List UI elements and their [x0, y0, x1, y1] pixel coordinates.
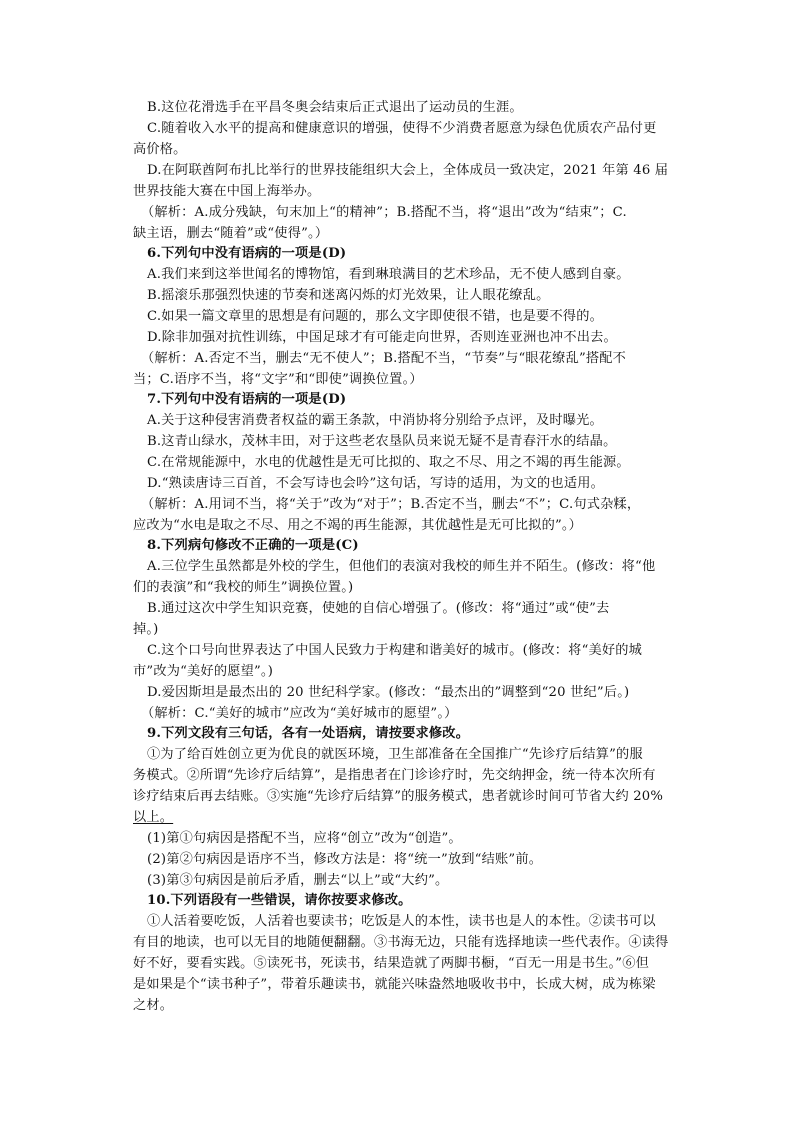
q9-passage-line-3: 诊疗结束后再去结账。③实施“先诊疗后结算”的服务模式，患者就诊时间可节省大约 20%	[133, 789, 664, 804]
q7-option-c: C.在常规能源中，水电的优越性是无可比拟的、取之不尽、用之不竭的再生能源。	[147, 455, 630, 470]
question-8-heading: 8.下列病句修改不正确的一项是(C)	[147, 538, 359, 553]
q6-option-d: D.除非加强对抗性训练，中国足球才有可能走向世界，否则连亚洲也冲不出去。	[147, 330, 617, 345]
q9-answer-2: (2)第②句病因是语序不当，修改方法是：将“统一”放到“结账”前。	[147, 852, 543, 867]
question-10-heading: 10.下列语段有一些错误，请你按要求修改。	[147, 893, 412, 908]
q9-passage-line-1: ①为了给百姓创立更为优良的就医环境，卫生部准备在全国推广“先诊疗后结算”的服	[147, 747, 643, 762]
option-c-continuation: 高价格。	[133, 142, 187, 157]
q6-option-a: A.我们来到这举世闻名的博物馆，看到琳琅满目的艺术珍品，无不使人感到自豪。	[147, 267, 630, 282]
analysis-7-continuation: 应改为“水电是取之不尽、用之不竭的再生能源，其优越性是无可比拟的”。）	[133, 518, 583, 533]
q10-passage-line-2: 有目的地读，也可以无目的地随便翻翻。③书海无边，只能有选择地读一些代表作。④读得	[133, 935, 669, 950]
analysis-5-line: （解析：A.成分残缺，句末加上“的精神”；B.搭配不当，将“退出”改为“结束”；C.	[141, 205, 627, 220]
q8-option-b-continuation: 掉。)	[133, 622, 159, 637]
option-d-continuation: 世界技能大赛在中国上海举办。	[133, 184, 321, 199]
q9-answer-3: (3)第③句病因是前后矛盾，删去“以上”或“大约”。	[147, 873, 449, 888]
q8-option-c-continuation: 市”改为“美好的愿望”。)	[133, 664, 274, 679]
q10-passage-line-3: 好不好，要看实践。⑤读死书，死读书，结果造就了两脚书橱，“百无一用是书生。”⑥但	[133, 956, 650, 971]
q10-passage-line-4: 是如果是个“读书种子”，带着乐趣读书，就能兴味盎然地吸收书中，长成大树，成为栋梁	[133, 977, 656, 992]
q8-option-b: B.通过这次中学生知识竞赛，使她的自信心增强了。(修改：将“通过”或“使”去	[147, 601, 610, 616]
question-6-heading: 6.下列句中没有语病的一项是(D)	[147, 246, 347, 261]
q8-option-a-continuation: 们的表演”和“我校的师生”调换位置。)	[133, 580, 354, 595]
q8-option-d: D.爱因斯坦是最杰出的 20 世纪科学家。(修改：“最杰出的”调整到“20 世纪”后。)	[147, 685, 630, 700]
analysis-6-continuation: 当；C.语序不当，将“文字”和“即使”调换位置。）	[133, 372, 423, 387]
q9-passage-line-2: 务模式。②所谓“先诊疗后结算”，是指患者在门诊诊疗时，先交纳押金，统一待本次所有	[133, 768, 656, 783]
q10-passage-line-1: ①人活着要吃饭，人活着也要读书；吃饭是人的本性，读书也是人的本性。②读书可以	[147, 914, 656, 929]
analysis-6-line: （解析：A.否定不当，删去“无不使人”；B.搭配不当，“节奏”与“眼花缭乱”搭配不	[141, 351, 627, 366]
option-d-line: D.在阿联酋阿布扎比举行的世界技能组织大会上，全体成员一致决定，2021 年第 46 届	[147, 163, 669, 178]
q6-option-c: C.如果一篇文章里的思想是有问题的，那么文字即使很不错，也是要不得的。	[147, 309, 603, 324]
q8-option-a: A.三位学生虽然都是外校的学生，但他们的表演对我校的师生并不陌生。(修改：将“他	[147, 559, 656, 574]
question-7-heading: 7.下列句中没有语病的一项是(D)	[147, 392, 347, 407]
option-b-line: B.这位花滑选手在平昌冬奥会结束后正式退出了运动员的生涯。	[147, 100, 523, 115]
analysis-7-line: （解析：A.用词不当，将“关于”改为“对于”；B.否定不当，删去“不”；C.句式杂糅，	[141, 497, 641, 512]
question-9-heading: 9.下列文段有三句话，各有一处语病，请按要求修改。	[147, 726, 470, 741]
option-c-line: C.随着收入水平的提高和健康意识的增强，使得不少消费者愿意为绿色优质农产品付更	[147, 121, 657, 136]
analysis-5-continuation: 缺主语，删去“随着”或“使得”。）	[133, 226, 329, 241]
q8-option-c: C.这个口号向世界表达了中国人民致力于构建和谐美好的城市。(修改：将“美好的城	[147, 643, 643, 658]
analysis-8-line: （解析：C.“美好的城市”应改为“美好城市的愿望”。）	[141, 706, 458, 721]
q10-passage-line-5: 之材。	[133, 998, 174, 1013]
q7-option-d: D.“熟读唐诗三百首，不会写诗也会吟”这句话，写诗的适用，为文的也适用。	[147, 476, 604, 491]
q6-option-b: B.摇滚乐那强烈快速的节奏和迷离闪烁的灯光效果，让人眼花缭乱。	[147, 288, 550, 303]
q9-passage-line-4: 以上。	[133, 810, 174, 825]
q7-option-a: A.关于这种侵害消费者权益的霸王条款，中消协将分别给予点评，及时曝光。	[147, 413, 603, 428]
q9-answer-1: (1)第①句病因是搭配不当，应将“创立”改为“创造”。	[147, 831, 462, 846]
q7-option-b: B.这青山绿水，茂林丰田，对于这些老农垦队员来说无疑不是青春汗水的结晶。	[147, 434, 617, 449]
